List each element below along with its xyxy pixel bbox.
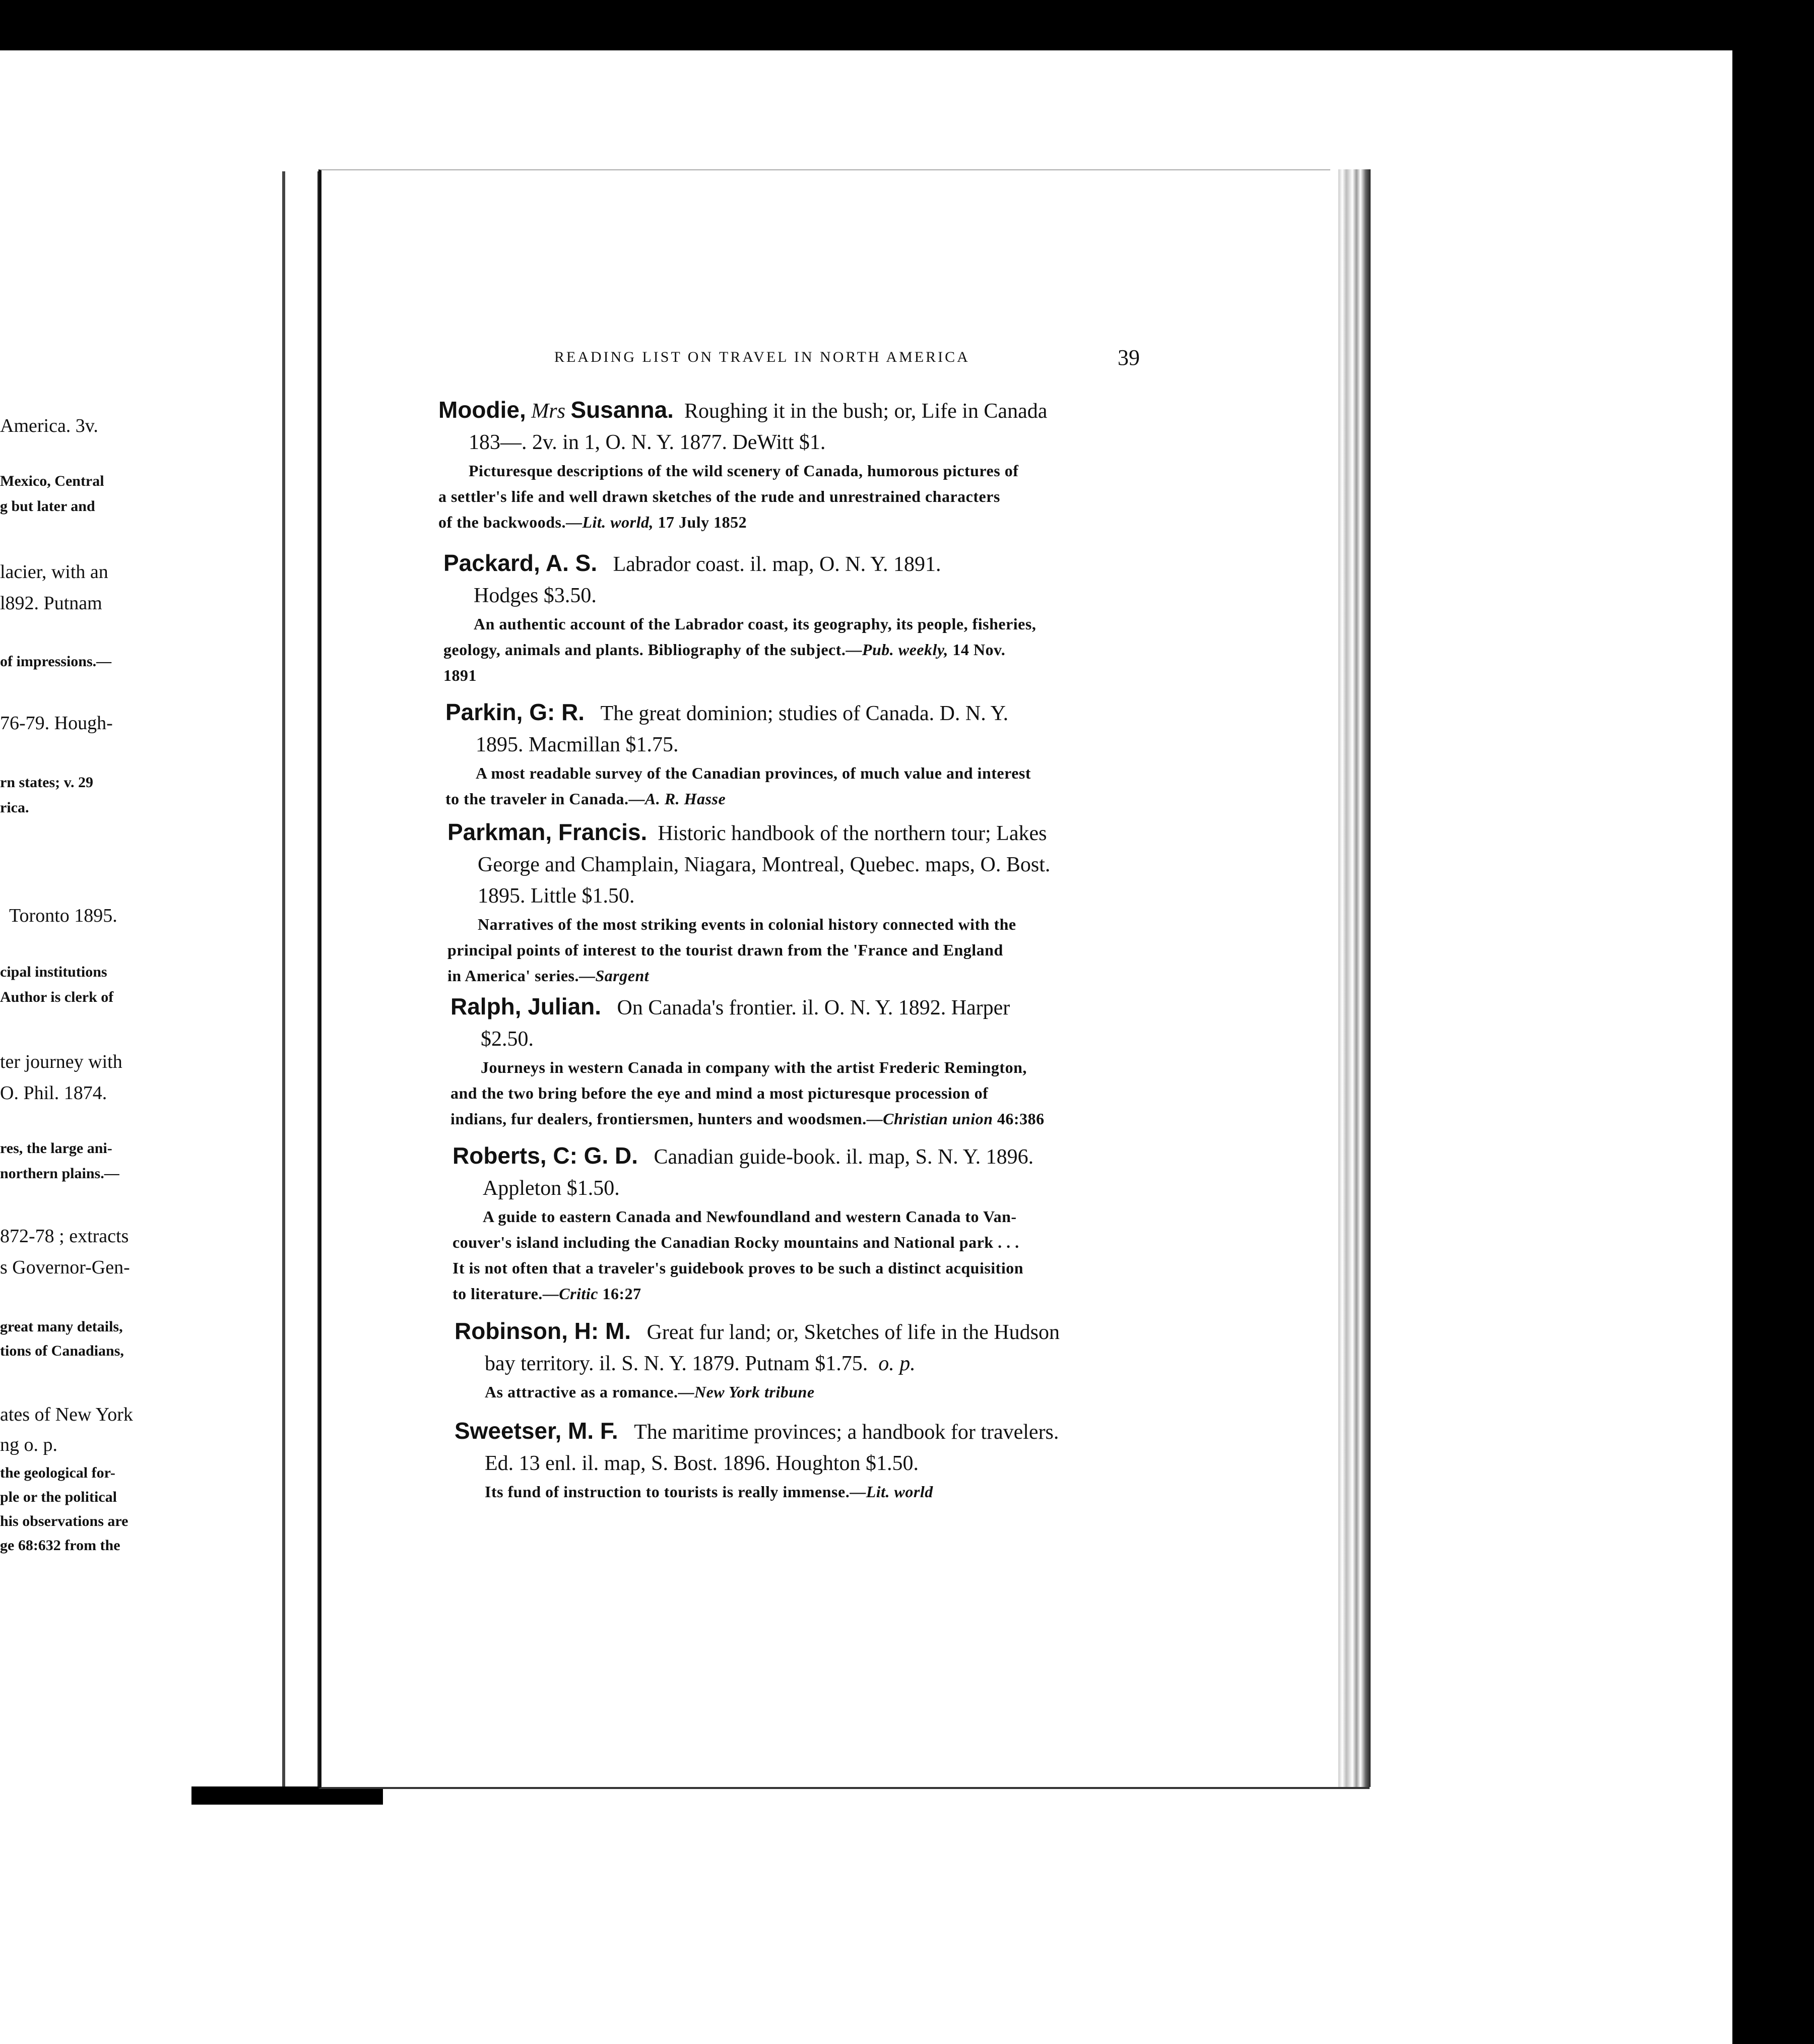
entry-source: New York tribune [694,1383,815,1401]
entry-source: Christian union [883,1110,993,1128]
entry-title: Great fur land; or, Sketches of life in the Hudson [646,1321,1060,1344]
entry-imprint: Hodges $3.50. [474,584,597,607]
entry-annotation: principal points of interest to the tourist drawn from the 'France and England [447,941,1003,959]
left-fragment: 872-78 ; extracts [0,1226,129,1247]
entry-source-date: 14 Nov. [952,641,1006,659]
left-fragment: the geological for- [0,1464,115,1481]
bibliography-entry [443,547,1169,688]
left-fragment: ates of New York [0,1404,133,1425]
bibliography-entry [438,394,1164,535]
left-fragment: lacier, with an [0,561,108,583]
entry-imprint: 1895. Little $1.50. [478,884,635,908]
entry-author-name: Susanna. [570,397,674,423]
left-fragment: O. Phil. 1874. [0,1082,107,1104]
entry-imprint: Ed. 13 enl. il. map, S. Bost. 1896. Houghton $1.50. [485,1452,919,1475]
entry-source: Pub. weekly, [862,641,948,659]
scan-bottom-mark [191,1786,383,1805]
entry-source: Critic [559,1285,598,1303]
entry-annotation: indians, fur dealers, frontiersmen, hunters and woodsmen.— [450,1110,883,1128]
scan-border-right [1747,50,1814,2044]
entry-imprint: 183—. 2v. in 1, O. N. Y. 1877. DeWitt $1. [469,431,826,454]
entry-author-title: Mrs [531,400,565,423]
left-fragment: s Governor-Gen- [0,1257,130,1278]
left-fragment: g but later and [0,498,95,515]
entry-out-of-print: o. p. [878,1352,916,1375]
entry-annotation: Journeys in western Canada in company with the artist Frederic Remington, [481,1058,1027,1076]
entry-author: Roberts, C: G. D. [452,1142,638,1169]
entry-title: The maritime provinces; a handbook for travelers. [634,1421,1059,1444]
bibliography-entry [447,816,1173,989]
entry-source-date: 16:27 [602,1285,641,1303]
left-fragment: northern plains.— [0,1165,119,1182]
left-fragment: rn states; v. 29 [0,774,93,791]
entry-author: Parkman, Francis. [447,819,647,845]
entry-annotation: geology, animals and plants. Bibliography of the subject.— [443,641,862,659]
entry-author: Robinson, H: M. [455,1318,631,1344]
entry-author: Parkin, G: R. [445,699,585,725]
entry-source-date: 46:386 [997,1110,1045,1128]
entry-author: Ralph, Julian. [450,993,602,1019]
entry-title: Canadian guide-book. il. map, S. N. Y. 1896. [654,1145,1034,1169]
left-fragment: cipal institutions [0,964,107,980]
entry-annotation: 1891 [443,666,477,684]
left-fragment: America. 3v. [0,415,98,436]
entry-annotation: couver's island including the Canadian Rocky mountains and National park . . . [452,1233,1019,1251]
left-fragment: Mexico, Central [0,473,104,489]
page-number: 39 [1118,345,1140,370]
left-fragment: of impressions.— [0,653,112,670]
scan-border-top [0,0,1814,50]
entry-author: Sweetser, M. F. [455,1418,618,1444]
left-fragment: ng o. p. [0,1434,57,1455]
left-fragment: ge 68:632 from the [0,1537,120,1554]
entry-title: The great dominion; studies of Canada. D. N. Y. [600,702,1009,725]
entry-annotation: As attractive as a romance.— [485,1383,694,1401]
bibliography-entry [445,696,1171,812]
left-fragment: res, the large ani- [0,1140,112,1157]
entry-title: Labrador coast. il. map, O. N. Y. 1891. [613,553,941,576]
entry-annotation: Narratives of the most striking events in colonial history connected with the [478,915,1016,933]
entry-source: Sargent [595,967,650,985]
entry-annotation: Its fund of instruction to tourists is really immense.— [485,1483,866,1501]
left-fragment: Toronto 1895. [9,905,117,926]
bibliography-entry [450,991,1176,1132]
entry-annotation: It is not often that a traveler's guidebook proves to be such a distinct acquisition [452,1259,1024,1277]
entry-annotation: Picturesque descriptions of the wild scenery of Canada, humorous pictures of [469,462,1019,480]
entry-source: Lit. world, [582,513,654,531]
entry-title: Historic handbook of the northern tour; Lakes [658,822,1047,845]
left-fragment: 76-79. Hough- [0,713,113,734]
left-fragment: ple or the political [0,1489,117,1505]
entry-annotation: A guide to eastern Canada and Newfoundland and western Canada to Van- [483,1207,1017,1226]
entry-annotation: A most readable survey of the Canadian provinces, of much value and interest [476,764,1031,782]
entry-imprint: Appleton $1.50. [483,1177,620,1200]
entry-imprint: $2.50. [481,1028,534,1051]
running-head: READING LIST ON TRAVEL IN NORTH AMERICA [554,349,970,365]
left-fragment: rica. [0,799,29,816]
entry-title: On Canada's frontier. il. O. N. Y. 1892. Harper [617,996,1010,1019]
left-fragment: l892. Putnam [0,593,102,614]
entry-annotation: and the two bring before the eye and mind a most picturesque procession of [450,1084,989,1102]
entry-imprint: bay territory. il. S. N. Y. 1879. Putnam $1.75. [485,1352,868,1375]
left-fragment: tions of Canadians, [0,1343,124,1359]
entry-title: Roughing it in the bush; or, Life in Canada [684,400,1048,423]
entry-annotation: to literature.— [452,1285,559,1303]
entry-source: A. R. Hasse [644,790,726,808]
bibliography-entry [452,1140,1178,1307]
left-fragment: great many details, [0,1318,123,1335]
entry-author: Packard, A. S. [443,550,598,576]
bibliography-entry [455,1315,1180,1405]
entry-source: Lit. world [866,1483,933,1501]
page-stack-edge [1330,169,1371,1787]
left-fragment: Author is clerk of [0,989,114,1005]
entry-annotation: of the backwoods.— [438,513,582,531]
entry-author: Moodie, [438,397,526,423]
entry-imprint: 1895. Macmillan $1.75. [476,733,679,756]
entry-annotation: in America' series.— [447,967,596,985]
bibliography-entry [455,1415,1180,1505]
entry-title-cont: George and Champlain, Niagara, Montreal, Quebec. maps, O. Bost. [478,853,1051,876]
entry-annotation: a settler's life and well drawn sketches of the rude and unrestrained characters [438,487,1000,505]
entry-annotation: to the traveler in Canada.— [445,790,645,808]
entry-annotation: An authentic account of the Labrador coast, its geography, its people, fisheries, [474,615,1036,633]
left-fragment: his observations are [0,1513,128,1529]
left-fragment: ter journey with [0,1051,122,1072]
entry-source-date: 17 July 1852 [658,513,747,531]
